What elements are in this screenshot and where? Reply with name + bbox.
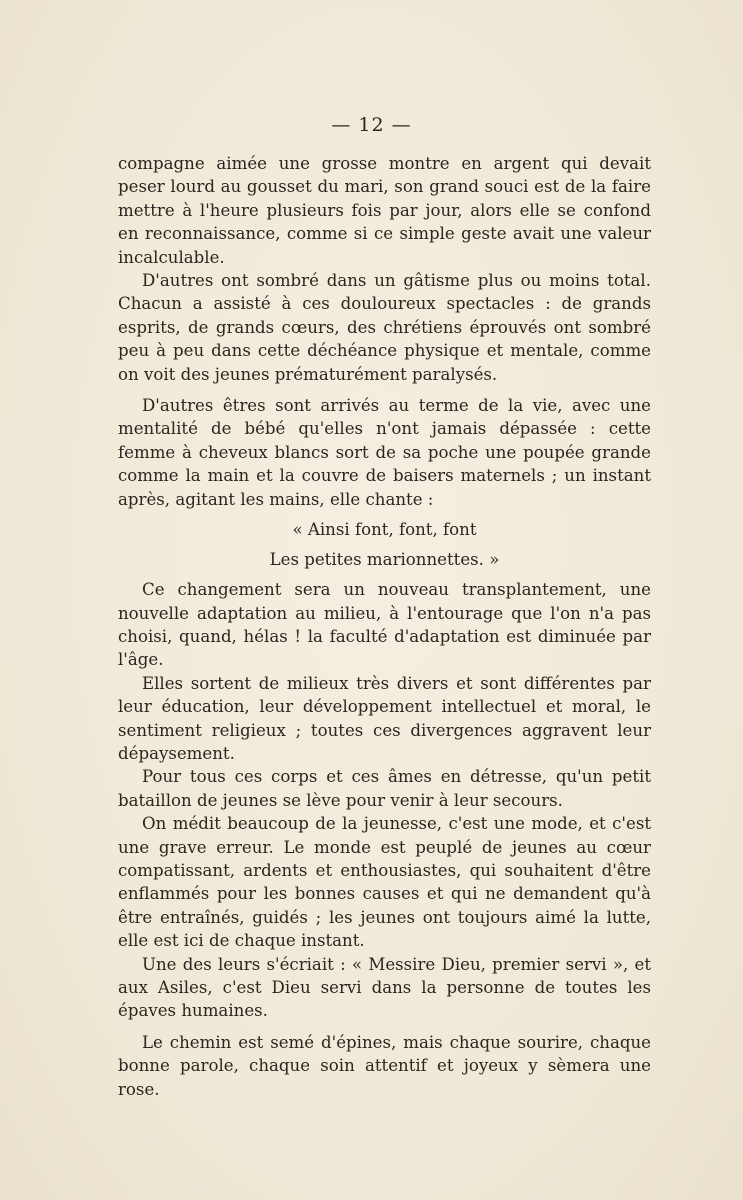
paragraph: Ce changement sera un nouveau transplantement, une nouvelle adaptation au milieu, à l'entourage que l'on n'a pas choisi, quand, hélas ! la faculté d'adaptation est diminuée par l'âge. bbox=[118, 580, 651, 670]
page-number: — 12 — bbox=[331, 114, 412, 136]
verse-line: Les petites marionnettes. » bbox=[269, 550, 500, 570]
paragraph: Elles sortent de milieux très divers et sont différentes par leur éducation, leur développement intellectuel et moral, le sentiment religieux ; toutes ces divergences aggravent leur dépaysement. bbox=[118, 673, 651, 763]
page-body bbox=[118, 152, 651, 1101]
verse-quote bbox=[118, 515, 651, 575]
paragraph: Pour tous ces corps et ces âmes en détresse, qu'un petit bataillon de jeunes se lève pour venir à leur secours. bbox=[118, 767, 651, 810]
paragraph: D'autres êtres sont arrivés au terme de la vie, avec une mentalité de bébé qu'elles n'ont jamais dépassée : cette femme à cheveux blancs sort de sa poche une poupée grande comme la main et la couvre de baisers maternels ; un instant après, agitant les mains, elle chante : bbox=[118, 396, 651, 509]
paragraph: compagne aimée une grosse montre en argent qui devait peser lourd au gousset du mari, son grand souci est de la faire mettre à l'heure plusieurs fois par jour, alors elle se confond en reconnaissance, comme si ce simple geste avait une valeur incalculable. bbox=[118, 154, 651, 267]
paragraph: Le chemin est semé d'épines, mais chaque sourire, chaque bonne parole, chaque soin attentif et joyeux y sèmera une rose. bbox=[118, 1032, 651, 1099]
paragraph: Une des leurs s'écriait : « Messire Dieu, premier servi », et aux Asiles, c'est Dieu servi dans la personne de toutes les épaves humaines. bbox=[118, 954, 651, 1021]
verse-line: « Ainsi font, font, font bbox=[292, 520, 477, 540]
paragraph: On médit beaucoup de la jeunesse, c'est une mode, et c'est une grave erreur. Le monde est peuplé de jeunes au cœur compatissant, ardents et enthousiastes, qui souhaitent d'être enflammés pour les bonnes causes et qui ne demandent qu'à être entraînés, guidés ; les jeunes ont toujours aimé la lutte, elle est ici de chaque instant. bbox=[118, 814, 651, 951]
paragraph: D'autres ont sombré dans un gâtisme plus ou moins total. Chacun a assisté à ces douloureux spectacles : de grands esprits, de grands cœurs, des chrétiens éprouvés ont sombré peu à peu dans cette déchéance physique et mentale, comme on voit des jeunes prématurément paralysés. bbox=[118, 271, 651, 384]
